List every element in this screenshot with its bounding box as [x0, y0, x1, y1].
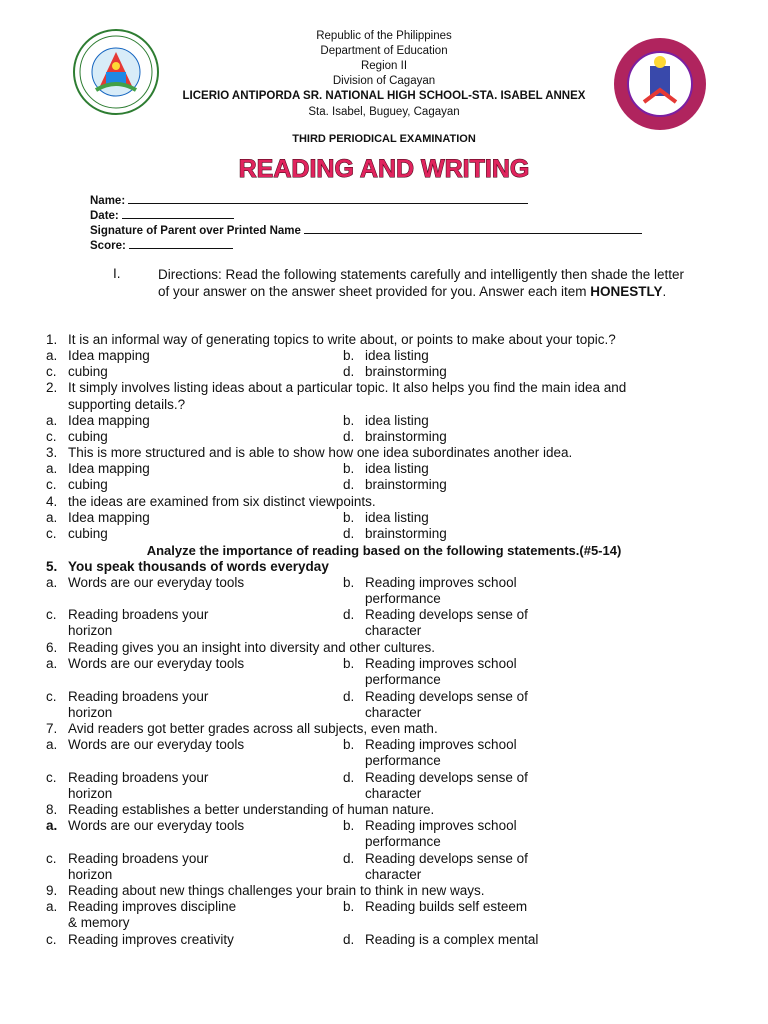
- q9-letter-b: b.: [343, 899, 355, 914]
- q1-letter-c: c.: [46, 364, 57, 379]
- q8-option-b-line1: Reading improves school: [365, 818, 517, 833]
- score-label: Score:: [90, 240, 126, 252]
- section-2-heading: Analyze the importance of reading based on the following statements.(#5-14): [146, 543, 622, 558]
- q2-option-d: brainstorming: [365, 429, 447, 444]
- q6-number: 6.: [46, 640, 58, 655]
- q8-letter-a: a.: [46, 818, 58, 833]
- school-name: LICERIO ANTIPORDA SR. NATIONAL HIGH SCHOOL-STA. ISABEL ANNEX: [182, 90, 586, 102]
- q2-letter-c: c.: [46, 429, 57, 444]
- q2-option-b: idea listing: [365, 413, 429, 428]
- q6-text: Reading gives you an insight into diversity and other cultures.: [68, 640, 435, 655]
- q6-letter-a: a.: [46, 656, 58, 671]
- signature-label: Signature of Parent over Printed Name: [90, 225, 301, 237]
- q3-option-a: Idea mapping: [68, 461, 150, 476]
- directions-number: I.: [113, 266, 121, 281]
- directions-text: [158, 266, 698, 300]
- q7-number: 7.: [46, 721, 58, 736]
- q7-option-b-line1: Reading improves school: [365, 737, 517, 752]
- q8-option-b-line2: performance: [365, 834, 441, 849]
- q8-letter-b: b.: [343, 818, 355, 833]
- q7-option-d-line1: Reading develops sense of: [365, 770, 528, 785]
- q6-letter-c: c.: [46, 689, 57, 704]
- date-field: [90, 207, 234, 223]
- q1-number: 1.: [46, 332, 58, 347]
- q2-number: 2.: [46, 380, 58, 395]
- q4-number: 4.: [46, 494, 58, 509]
- q7-option-b-line2: performance: [365, 753, 441, 768]
- q9-letter-a: a.: [46, 899, 58, 914]
- q1-letter-a: a.: [46, 348, 58, 363]
- q8-option-c-line1: Reading broadens your: [68, 851, 209, 866]
- q9-letter-c: c.: [46, 932, 57, 947]
- q5-number: 5.: [46, 559, 58, 574]
- q4-text: the ideas are examined from six distinct viewpoints.: [68, 494, 376, 509]
- subject-title: [194, 152, 574, 184]
- q5-letter-d: d.: [343, 607, 355, 622]
- q9-number: 9.: [46, 883, 58, 898]
- name-field: [90, 192, 528, 208]
- q1-text: It is an informal way of generating topics to write about, or points to make about your topic.?: [68, 332, 616, 347]
- q9-option-c: Reading improves creativity: [68, 932, 234, 947]
- q5-option-c-line2: horizon: [68, 623, 113, 638]
- q6-option-b-line1: Reading improves school: [365, 656, 517, 671]
- q2-text-line1: It simply involves listing ideas about a particular topic. It also helps you find the main idea and: [68, 380, 627, 395]
- q7-text: Avid readers got better grades across all subjects, even math.: [68, 721, 438, 736]
- q8-option-d-line1: Reading develops sense of: [365, 851, 528, 866]
- q5-option-b-line1: Reading improves school: [365, 575, 517, 590]
- q8-text: Reading establishes a better understanding of human nature.: [68, 802, 435, 817]
- q2-letter-b: b.: [343, 413, 355, 428]
- q4-letter-a: a.: [46, 510, 58, 525]
- q6-option-c-line1: Reading broadens your: [68, 689, 209, 704]
- name-line: [128, 192, 528, 204]
- q1-option-c: cubing: [68, 364, 108, 379]
- signature-field: [90, 222, 642, 238]
- q7-option-c-line1: Reading broadens your: [68, 770, 209, 785]
- name-label: Name:: [90, 195, 126, 207]
- q7-letter-d: d.: [343, 770, 355, 785]
- q3-letter-c: c.: [46, 477, 57, 492]
- directions-emphasis: HONESTLY: [590, 284, 663, 299]
- school-address: Sta. Isabel, Buguey, Cagayan: [308, 106, 460, 118]
- q8-letter-c: c.: [46, 851, 57, 866]
- q4-option-d: brainstorming: [365, 526, 447, 541]
- q5-letter-a: a.: [46, 575, 58, 590]
- q4-option-a: Idea mapping: [68, 510, 150, 525]
- q7-option-a: Words are our everyday tools: [68, 737, 245, 752]
- q3-number: 3.: [46, 445, 58, 460]
- q3-letter-d: d.: [343, 477, 355, 492]
- q5-option-d-line1: Reading develops sense of: [365, 607, 528, 622]
- q3-option-b: idea listing: [365, 461, 429, 476]
- q2-option-c: cubing: [68, 429, 108, 444]
- q9-letter-d: d.: [343, 932, 355, 947]
- q6-option-c-line2: horizon: [68, 705, 113, 720]
- directions-body: Directions: Read the following statements carefully and intelligently then shade the letter of your answer on the answer sheet provided for you. Answer each item: [158, 267, 685, 299]
- q3-letter-b: b.: [343, 461, 355, 476]
- republic-text: Republic of the Philippines: [316, 30, 452, 42]
- q4-letter-d: d.: [343, 526, 355, 541]
- q3-letter-a: a.: [46, 461, 58, 476]
- q8-letter-d: d.: [343, 851, 355, 866]
- q5-letter-c: c.: [46, 607, 57, 622]
- directions-end: .: [662, 284, 667, 299]
- subject-title-text: READING AND WRITING: [238, 155, 530, 183]
- q5-option-d-line2: character: [365, 623, 422, 638]
- q4-letter-b: b.: [343, 510, 355, 525]
- q6-option-d-line1: Reading develops sense of: [365, 689, 528, 704]
- date-label: Date:: [90, 210, 119, 222]
- q3-option-d: brainstorming: [365, 477, 447, 492]
- q5-text: You speak thousands of words everyday: [68, 559, 329, 574]
- q5-option-b-line2: performance: [365, 591, 441, 606]
- q6-option-a: Words are our everyday tools: [68, 656, 245, 671]
- q6-letter-b: b.: [343, 656, 355, 671]
- q7-letter-a: a.: [46, 737, 58, 752]
- score-field: [90, 237, 233, 253]
- q9-option-d: Reading is a complex mental: [365, 932, 539, 947]
- q4-letter-c: c.: [46, 526, 57, 541]
- q1-letter-b: b.: [343, 348, 355, 363]
- q9-option-b: Reading builds self esteem: [365, 899, 528, 914]
- q5-option-c-line1: Reading broadens your: [68, 607, 209, 622]
- score-line: [129, 237, 233, 249]
- q8-option-a: Words are our everyday tools: [68, 818, 245, 833]
- q3-text: This is more structured and is able to show how one idea subordinates another idea.: [68, 445, 573, 460]
- q6-option-b-line2: performance: [365, 672, 441, 687]
- q4-option-c: cubing: [68, 526, 108, 541]
- department-text: Department of Education: [320, 45, 448, 57]
- division-text: Division of Cagayan: [332, 75, 436, 87]
- q9-option-a-line2: & memory: [68, 915, 130, 930]
- q1-option-b: idea listing: [365, 348, 429, 363]
- q2-text-line2: supporting details.?: [68, 397, 186, 412]
- q6-letter-d: d.: [343, 689, 355, 704]
- q3-option-c: cubing: [68, 477, 108, 492]
- q7-letter-b: b.: [343, 737, 355, 752]
- q8-option-c-line2: horizon: [68, 867, 113, 882]
- q1-letter-d: d.: [343, 364, 355, 379]
- q2-letter-a: a.: [46, 413, 58, 428]
- q2-option-a: Idea mapping: [68, 413, 150, 428]
- q6-option-d-line2: character: [365, 705, 422, 720]
- q1-option-a: Idea mapping: [68, 348, 150, 363]
- q2-letter-d: d.: [343, 429, 355, 444]
- q5-option-a: Words are our everyday tools: [68, 575, 245, 590]
- exam-title: THIRD PERIODICAL EXAMINATION: [292, 133, 476, 145]
- q7-option-d-line2: character: [365, 786, 422, 801]
- q9-text: Reading about new things challenges your brain to think in new ways.: [68, 883, 485, 898]
- q7-letter-c: c.: [46, 770, 57, 785]
- q9-option-a-line1: Reading improves discipline: [68, 899, 237, 914]
- q5-letter-b: b.: [343, 575, 355, 590]
- region-text: Region II: [360, 60, 408, 72]
- q8-option-d-line2: character: [365, 867, 422, 882]
- q8-number: 8.: [46, 802, 58, 817]
- signature-line: [304, 222, 642, 234]
- q4-option-b: idea listing: [365, 510, 429, 525]
- q1-option-d: brainstorming: [365, 364, 447, 379]
- q7-option-c-line2: horizon: [68, 786, 113, 801]
- date-line: [122, 207, 234, 219]
